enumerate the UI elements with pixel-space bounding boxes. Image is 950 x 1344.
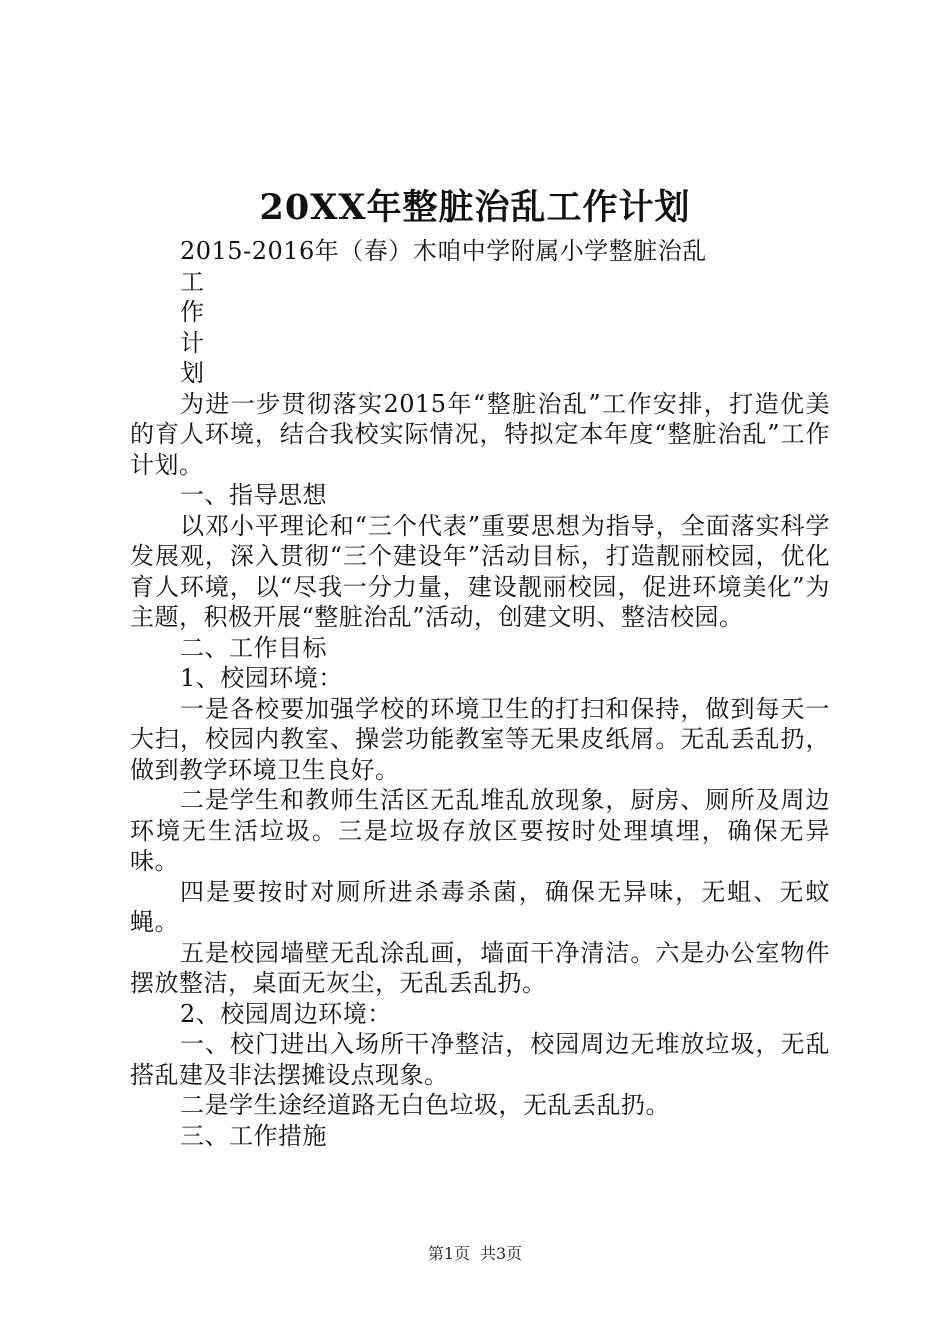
subtitle-vertical-char: 工: [180, 267, 205, 296]
document-subtitle: 2015-2016年（春）木咱中学附属小学整脏治乱: [180, 237, 707, 265]
subtitle-vertical-char: 计: [180, 328, 205, 357]
page-number: 第1页: [427, 1244, 470, 1263]
document-body: [130, 236, 830, 1151]
section-heading: 一、指导思想: [180, 481, 327, 509]
subsection-heading: 1、校园环境：: [180, 664, 343, 692]
body-paragraph: 以邓小平理论和“三个代表”重要思想为指导，全面落实科学发展观，深入贯彻“三个建设年”活动目标，打造靓丽校园，优化育人环境，以“尽我一分力量，建设靓丽校园，促进环境美化”为主题，积极开展“整脏治乱”活动，创建文明、整洁校园。: [130, 511, 830, 631]
section-heading: 二、工作目标: [180, 633, 327, 662]
document-title: 20XX年整脏治乱工作计划: [259, 187, 691, 228]
body-paragraph: 一、校门进出入场所干净整洁，校园周边无堆放垃圾，无乱搭乱建及非法摆摊设点现象。: [130, 1030, 830, 1089]
subtitle-vertical-char: 作: [180, 298, 205, 326]
page-footer: [0, 1242, 950, 1266]
body-paragraph: 二是学生途经道路无白色垃圾，无乱丢乱扔。: [180, 1091, 670, 1119]
subsection-heading: 2、校园周边环境：: [180, 999, 392, 1028]
section-heading: 三、工作措施: [180, 1121, 327, 1150]
body-paragraph: 二是学生和教师生活区无乱堆乱放现象，厨房、厕所及周边环境无生活垃圾。三是垃圾存放区要按时处理填埋，确保无异味。: [130, 786, 830, 875]
intro-paragraph: 为进一步贯彻落实2015年“整脏治乱”工作安排，打造优美的育人环境，结合我校实际情况，特拟定本年度“整脏治乱”工作计划。: [130, 389, 830, 479]
page-total: 共3页: [480, 1244, 523, 1263]
body-paragraph: 五是校园墙壁无乱涂乱画，墙面干净清洁。六是办公室物件摆放整洁，桌面无灰尘，无乱丢乱扔。: [130, 938, 830, 997]
body-paragraph: 四是要按时对厕所进杀毒杀菌，确保无异味，无蛆、无蚊蝇。: [130, 877, 830, 936]
subtitle-vertical-char: 划: [180, 359, 205, 387]
body-paragraph: 一是各校要加强学校的环境卫生的打扫和保持，做到每天一大扫，校园内教室、操尝功能教室等无果皮纸屑。无乱丢乱扔，做到教学环境卫生良好。: [130, 694, 830, 784]
